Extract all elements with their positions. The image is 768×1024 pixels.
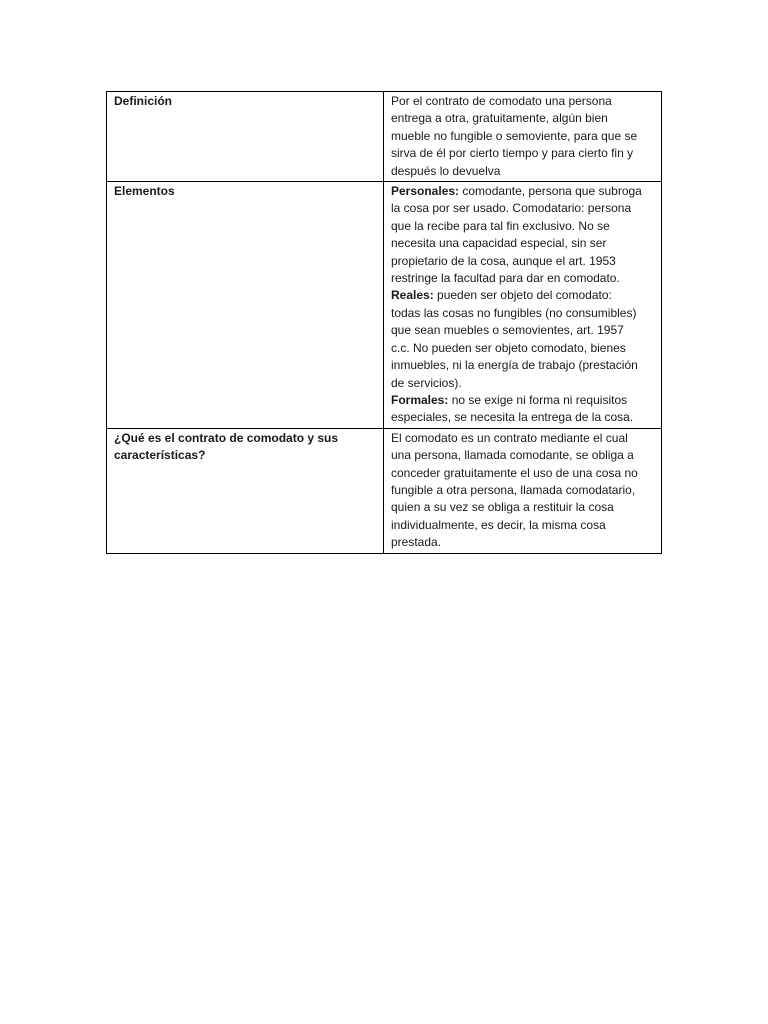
content-line: todas las cosas no fungibles (no consumibles) (391, 305, 637, 320)
row-label-elementos: Elementos (114, 184, 175, 199)
content-line: necesita una capacidad especial, sin ser (391, 236, 607, 251)
row-label-definicion: Definición (114, 94, 173, 108)
content-line: El comodato es un contrato mediante el cual (391, 430, 628, 445)
reales-label: Reales: (391, 288, 434, 303)
content-line: fungible a otra persona, llamada comodatario, (391, 482, 636, 497)
table-row (107, 428, 662, 553)
content-line: inmuebles, ni la energía de trabajo (prestación (391, 358, 638, 373)
content-line: que la recibe para tal fin exclusivo. No se (391, 218, 610, 233)
content-line: después lo devuelva (391, 163, 501, 178)
content-line: c.c. No pueden ser objeto comodato, bienes (391, 340, 626, 355)
row-content-cell (384, 182, 662, 429)
comodato-table (106, 91, 662, 554)
content-line: especiales, se necesita la entrega de la cosa. (391, 410, 634, 425)
personales-label: Personales: (391, 184, 460, 199)
row-label-question-line: características? (114, 448, 206, 463)
content-line: conceder gratuitamente el uso de una cosa no (391, 465, 638, 480)
content-line: prestada. (391, 535, 442, 550)
content-line: individualmente, es decir, la misma cosa (391, 517, 606, 532)
content-line: que sean muebles o semovientes, art. 1957 (391, 323, 624, 338)
formales-line (391, 392, 655, 409)
row-label-cell (107, 428, 384, 553)
reales-line (391, 287, 655, 304)
row-content-cell (384, 428, 662, 553)
content-line: mueble no fungible o semoviente, para que se (391, 128, 638, 143)
row-content-cell (384, 92, 662, 182)
reales-text: pueden ser objeto del comodato: (433, 288, 612, 303)
content-line: la cosa por ser usado. Comodatario: persona (391, 201, 632, 216)
content-line: entrega a otra, gratuitamente, algún bien (391, 111, 608, 126)
content-line: una persona, llamada comodante, se obliga a (391, 448, 634, 463)
row-label-question-line: ¿Qué es el contrato de comodato y sus (114, 430, 339, 445)
content-line: restringe la facultad para dar en comodato. (391, 271, 620, 286)
personales-text: comodante, persona que subroga (459, 184, 642, 199)
content-line: Por el contrato de comodato una persona (391, 94, 612, 108)
row-label-cell (107, 92, 384, 182)
row-label-cell (107, 182, 384, 429)
table-row (107, 182, 662, 429)
table-row (107, 92, 662, 182)
content-line: de servicios). (391, 375, 462, 390)
content-line: propietario de la cosa, aunque el art. 1953 (391, 253, 616, 268)
content-line: sirva de él por cierto tiempo y para cierto fin y (391, 146, 634, 161)
personales-line (391, 183, 655, 200)
content-line: quien a su vez se obliga a restituir la cosa (391, 500, 614, 515)
formales-text: no se exige ni forma ni requisitos (448, 392, 628, 407)
formales-label: Formales: (391, 392, 449, 407)
